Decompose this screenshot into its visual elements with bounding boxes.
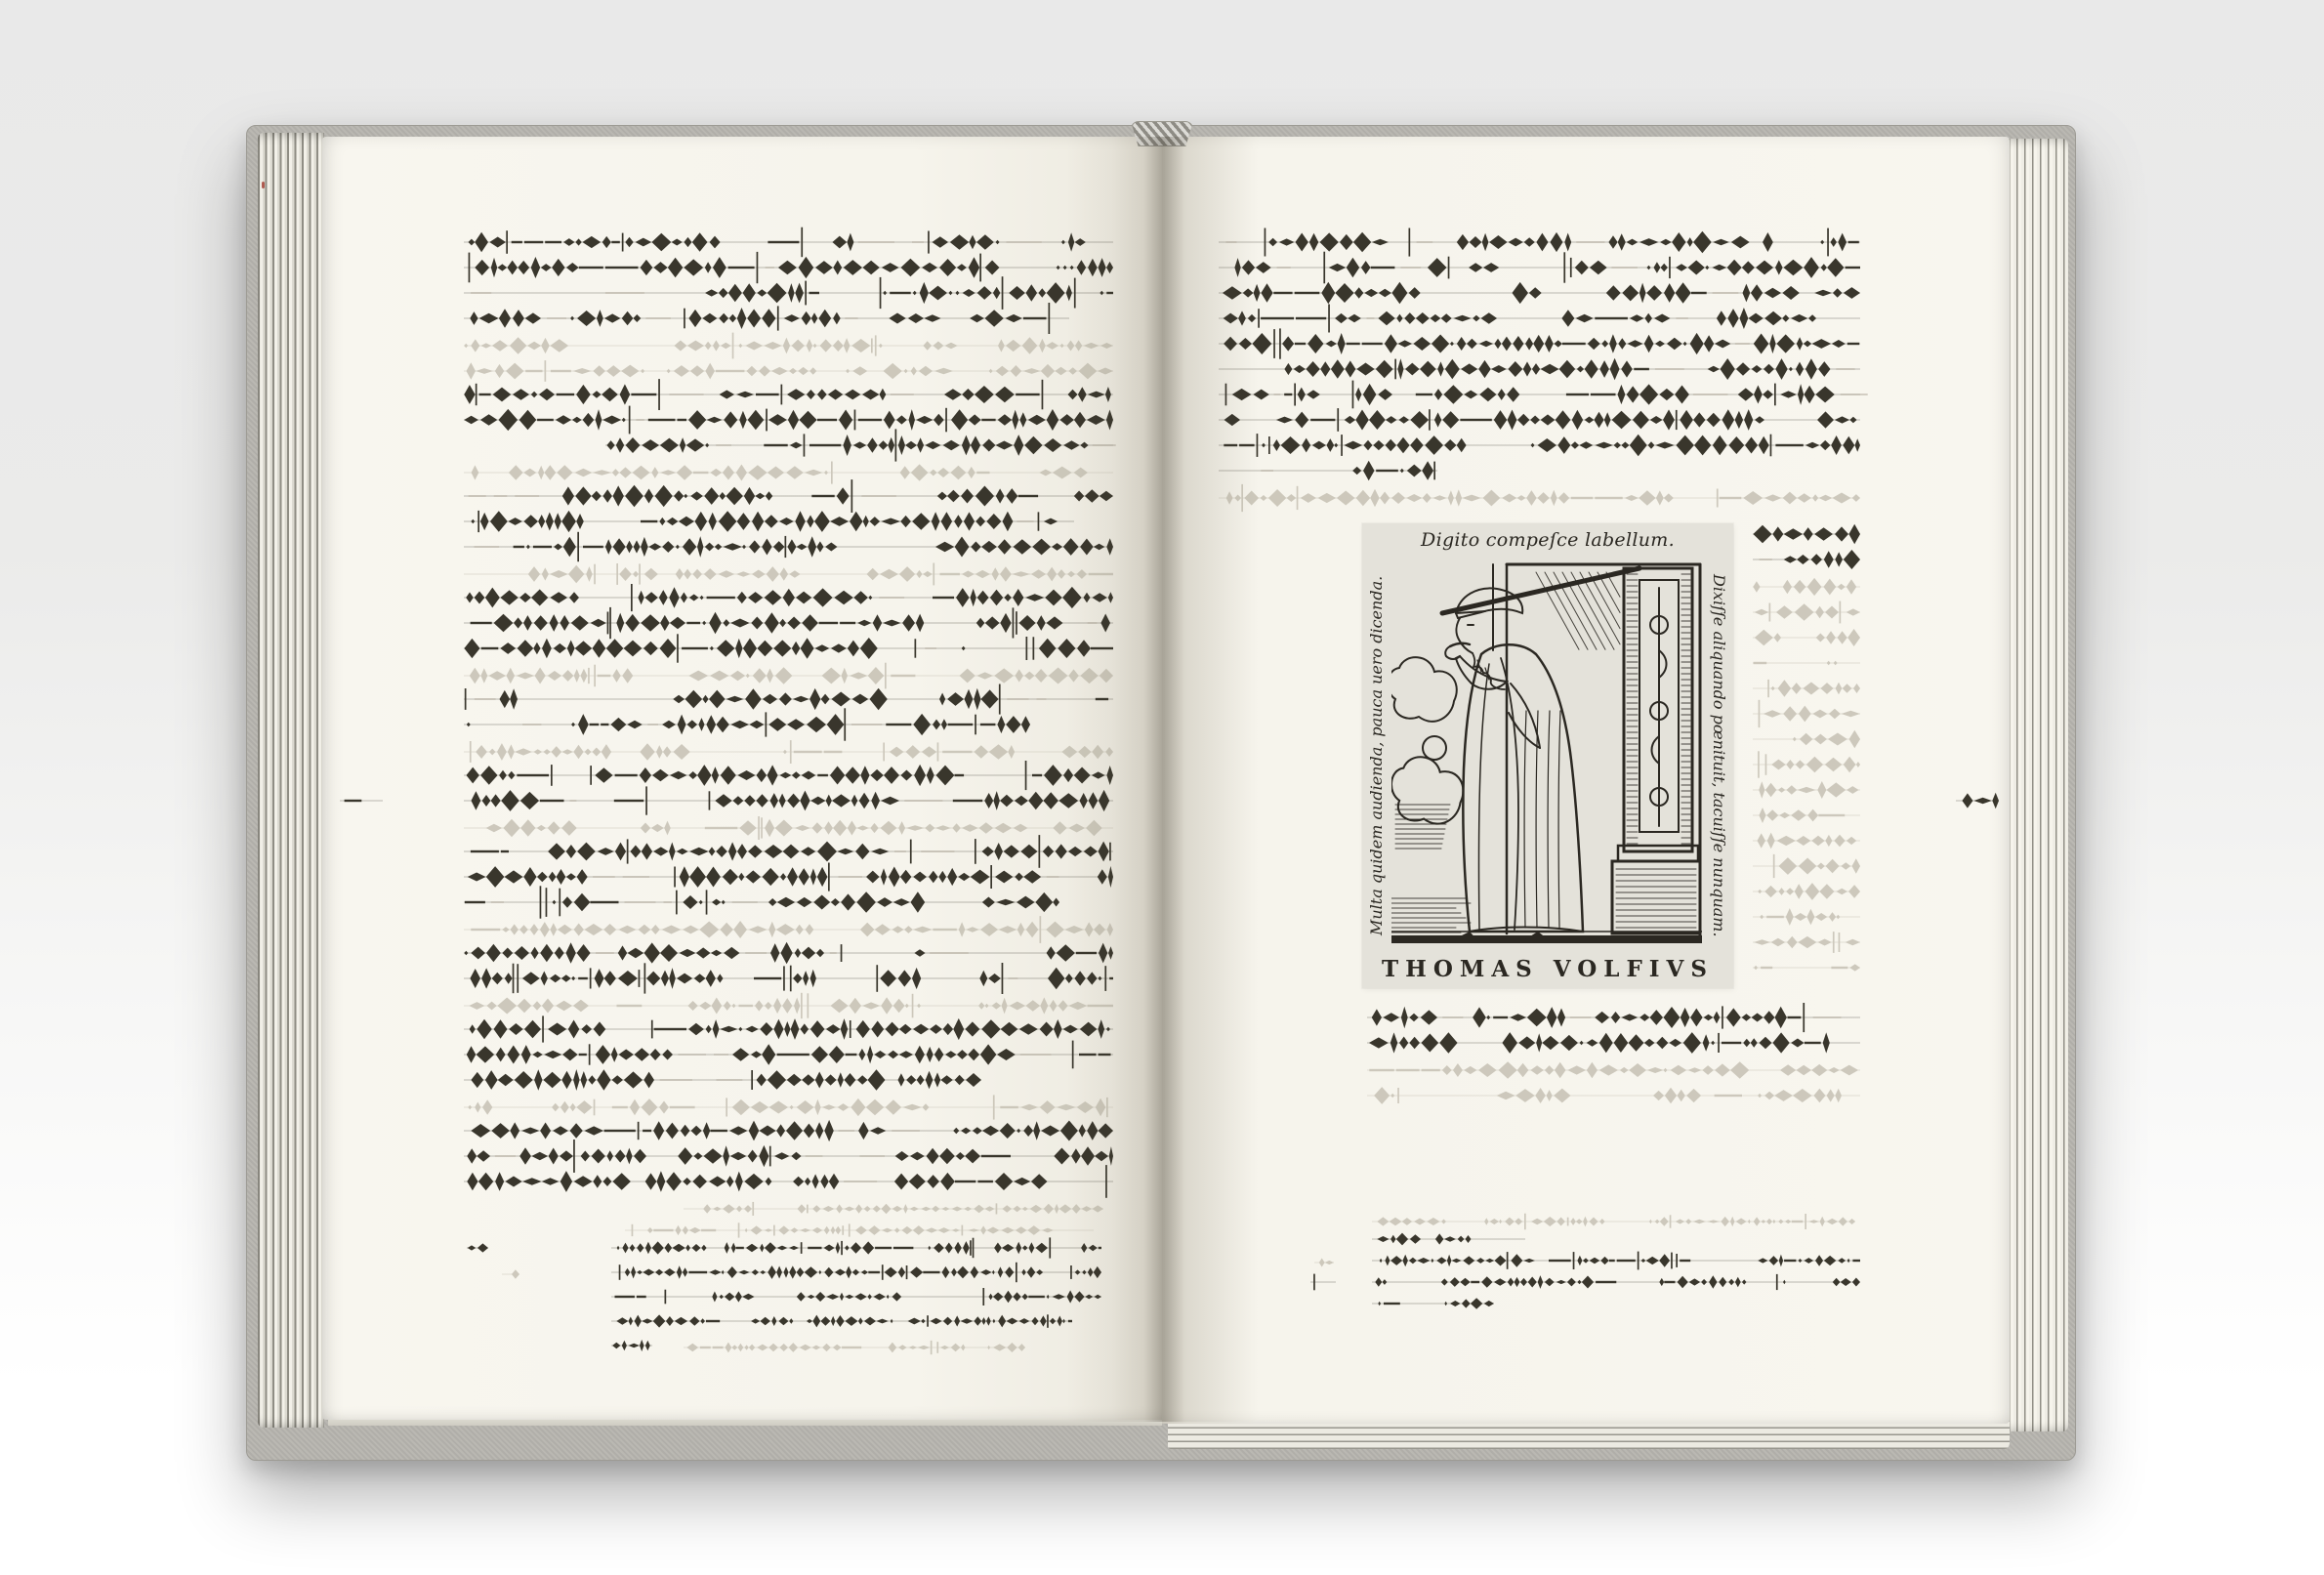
page-edges-left <box>258 133 324 1428</box>
spine-headband <box>1131 121 1193 146</box>
woodcut-caption-bottom: THOMAS VOLFIVS <box>1382 956 1714 982</box>
woodcut-caption-right-rotated: Dixiſſe aliquando pœnituit, tacuiſſe nunquam. <box>1710 574 1728 937</box>
woodcut-caption-top: Digito compeſce labellum. <box>1421 529 1675 551</box>
page-edges-right <box>2006 139 2068 1431</box>
red-fiber-speck <box>262 182 265 188</box>
woodcut-figure-drawing <box>1391 557 1702 949</box>
woodcut-caption-left-rotated: Multa quidem audienda, pauca uero dicenda. <box>1367 575 1386 936</box>
woodcut-illustration <box>1362 523 1733 988</box>
left-page <box>322 137 1162 1420</box>
